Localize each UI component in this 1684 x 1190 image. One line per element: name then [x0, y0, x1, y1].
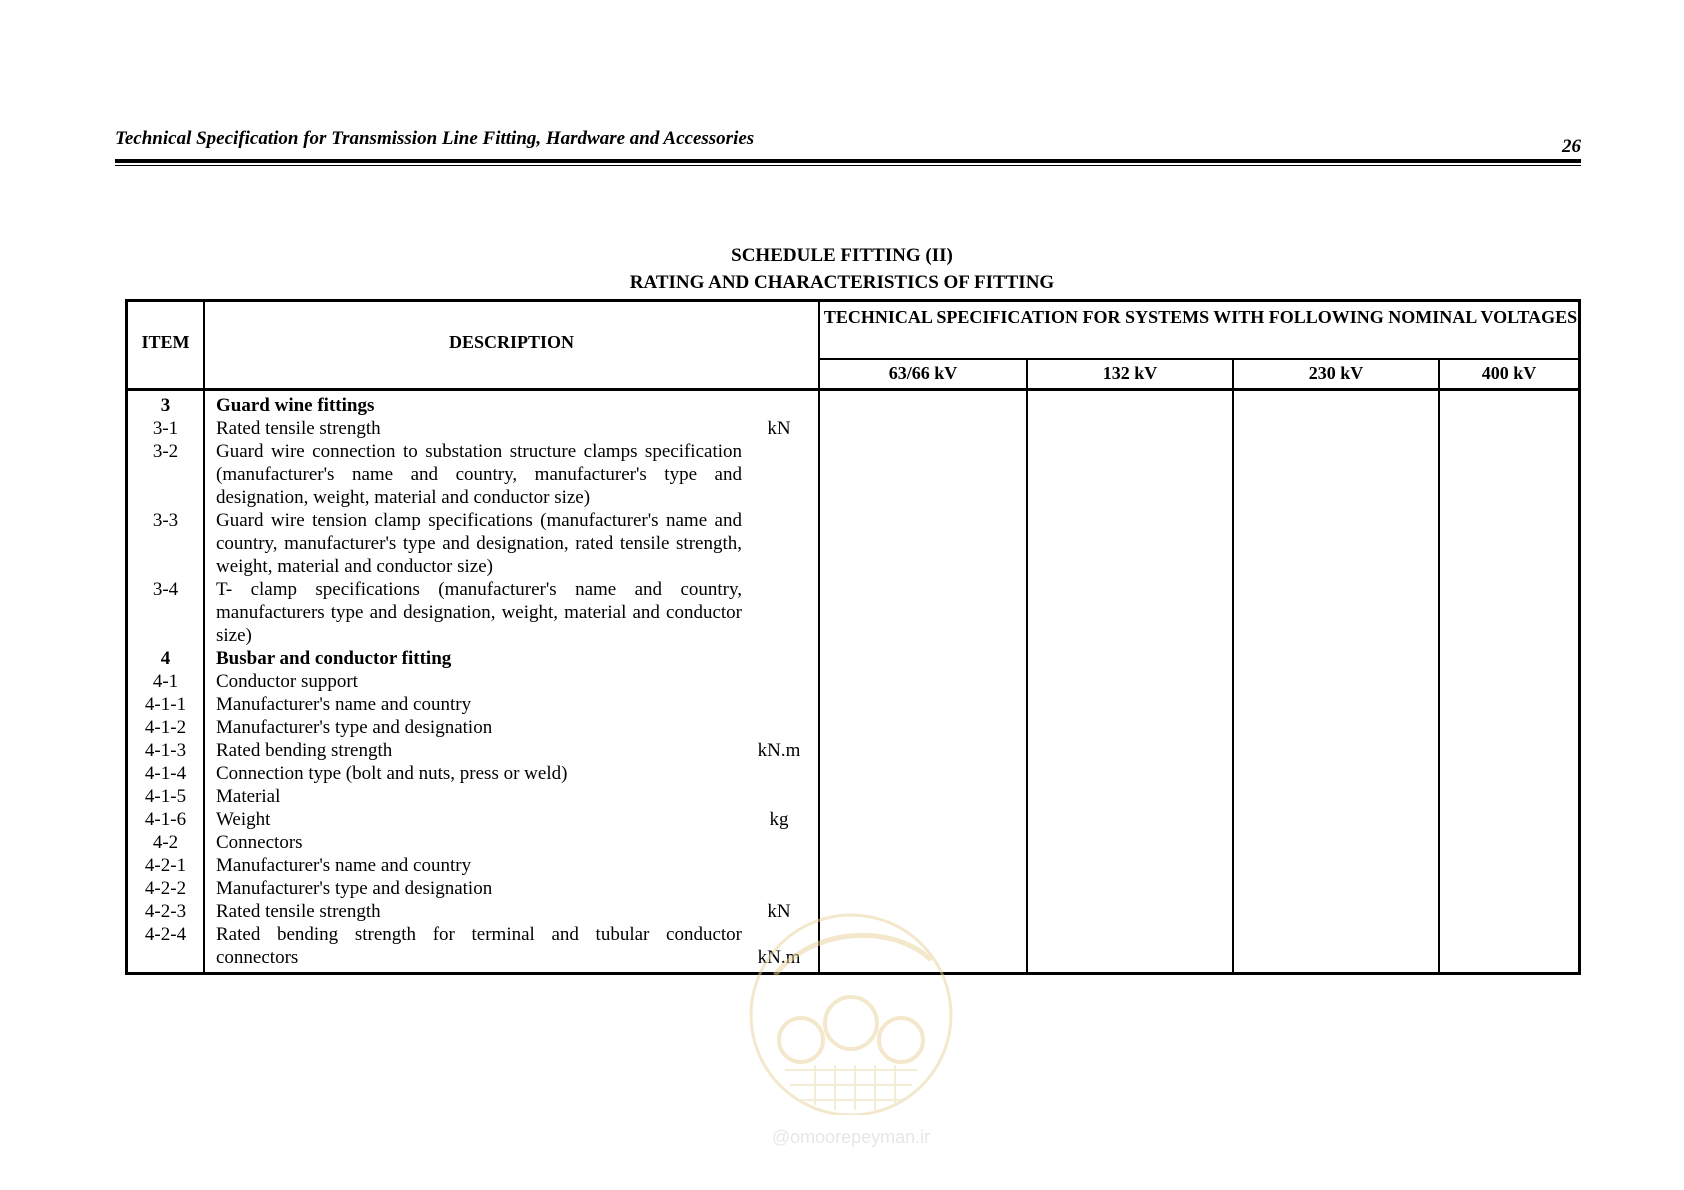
watermark-emblem-icon [735, 905, 967, 1115]
item-unit: kg [769, 809, 789, 830]
header-item: ITEM [141, 332, 190, 352]
column-divider [1232, 358, 1234, 972]
running-header [115, 128, 1581, 158]
item-description: Guard wine fittings [216, 395, 375, 416]
item-number: 4-1-1 [144, 694, 187, 715]
item-description: Guard wire connection to substation structure clamps specification (manufacturer's name and country, manufacturer's type and designation, weight, material and conductor size) [216, 441, 742, 508]
column-divider [1438, 358, 1440, 972]
item-unit: kN [767, 418, 791, 439]
schedule-subtitle: RATING AND CHARACTERISTICS OF FITTING [629, 272, 1055, 293]
item-unit: kN [767, 901, 791, 922]
item-number: 4-1-4 [144, 763, 187, 784]
item-description: Rated bending strength [216, 740, 393, 761]
item-unit: kN.m [757, 740, 801, 761]
schedule-title: SCHEDULE FITTING (II) [731, 245, 953, 266]
item-number: 4-1-6 [144, 809, 187, 830]
item-unit: kN.m [757, 947, 801, 968]
page-number: 26 [1562, 136, 1581, 157]
item-number: 3-3 [152, 510, 179, 531]
header-technical-specification: TECHNICAL SPECIFICATION FOR SYSTEMS WITH FOLLOWING NOMINAL VOLTAGES [823, 307, 1578, 327]
item-description: Conductor support [216, 671, 358, 692]
header-rule [115, 159, 1581, 163]
header-description: DESCRIPTION [448, 332, 575, 352]
item-description: Manufacturer's type and designation [216, 717, 493, 738]
header-rule-thin [115, 165, 1581, 166]
item-number: 3-4 [152, 579, 179, 600]
item-description: Manufacturer's type and designation [216, 878, 493, 899]
header-voltage-132kv: 132 kV [1102, 363, 1158, 383]
item-number: 4-1-2 [144, 717, 187, 738]
item-description: Manufacturer's name and country [216, 694, 472, 715]
item-description: Manufacturer's name and country [216, 855, 472, 876]
item-number: 3-2 [152, 441, 179, 462]
watermark-seal [735, 905, 967, 1145]
header-voltage-230kv: 230 kV [1308, 363, 1364, 383]
item-number: 3-1 [152, 418, 179, 439]
item-number: 4-1 [152, 671, 179, 692]
item-description: Weight [216, 809, 271, 830]
header-voltage-63-66kv: 63/66 kV [888, 363, 958, 383]
column-divider [203, 302, 205, 972]
item-number: 4-2-2 [144, 878, 187, 899]
item-number: 4-2 [152, 832, 179, 853]
item-number: 4-2-1 [144, 855, 187, 876]
document-title: Technical Specification for Transmission Line Fitting, Hardware and Accessories [115, 128, 755, 149]
item-description: Busbar and conductor fitting [216, 648, 452, 669]
item-description: T- clamp specifications (manufacturer's name and country, manufacturers type and designation, weight, material and conductor size) [216, 579, 742, 646]
item-number: 4 [160, 648, 171, 669]
item-description: Rated tensile strength [216, 901, 381, 922]
item-number: 4-1-3 [144, 740, 187, 761]
column-divider [1026, 358, 1028, 972]
column-divider [818, 302, 820, 972]
item-description: Connectors [216, 832, 303, 853]
item-number: 4-2-3 [144, 901, 187, 922]
item-number: 4-1-5 [144, 786, 187, 807]
item-description: Material [216, 786, 281, 807]
specification-table [125, 299, 1581, 975]
item-number: 3 [160, 395, 171, 416]
header-voltage-400kv: 400 kV [1481, 363, 1537, 383]
item-description: Rated tensile strength [216, 418, 381, 439]
item-number: 4-2-4 [144, 924, 187, 945]
header-bottom-border [128, 388, 1578, 391]
watermark-text: @omoorepeyman.ir [771, 1127, 931, 1147]
item-description: Rated bending strength for terminal and tubular conductor connectors [216, 924, 742, 968]
item-description: Connection type (bolt and nuts, press or weld) [216, 763, 568, 784]
item-description: Guard wire tension clamp specifications (manufacturer's name and country, manufacturer's type and designation, rated tensile strength, weight, material and conductor size) [216, 510, 742, 577]
